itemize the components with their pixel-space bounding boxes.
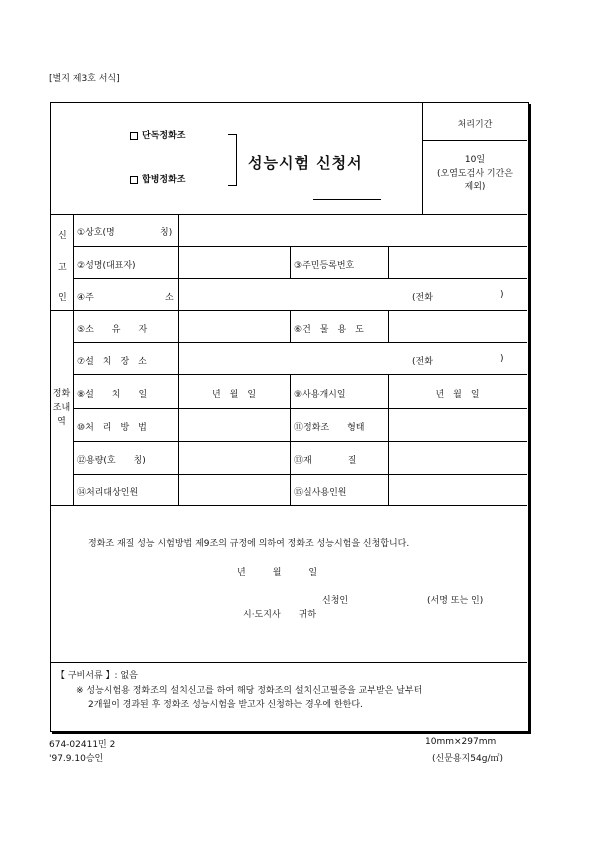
row-rule (73, 408, 527, 409)
resident-number-field[interactable] (390, 248, 525, 276)
section-rule (50, 505, 527, 506)
col-rule (388, 246, 389, 278)
row-rule (73, 342, 527, 343)
period-divider (422, 140, 527, 141)
target-persons-label: ⑭처리대상인원 (77, 488, 139, 498)
facility-phone-close: ) (500, 354, 504, 364)
row-rule (73, 441, 527, 442)
applicant-section-label-1: 신 (58, 231, 67, 241)
building-use-field[interactable] (390, 312, 525, 340)
name-field[interactable] (180, 248, 288, 276)
form-number-label: [별지 제3호 서식] (49, 74, 120, 84)
name-label: ②성명(대표자) (77, 261, 136, 271)
tank-type-label: ⑪정화조 형태 (294, 423, 365, 433)
checkbox-icon[interactable] (130, 176, 138, 184)
documents-note-line1: ※ 성능시험용 정화조의 설치신고를 하여 해당 정화조의 설치신고필증을 교부받은 날부터 (76, 686, 423, 696)
processing-note-2: 제외) (464, 182, 486, 192)
applicant-phone-label: (전화 (412, 293, 433, 303)
footer-size: 10mm×297mm (425, 737, 497, 747)
section-rule (50, 310, 527, 311)
col-rule (178, 214, 179, 310)
footer-paper: (신문용지54g/㎡) (432, 754, 503, 764)
owner-label: ⑤소 유 자 (77, 325, 148, 335)
signature-label[interactable]: (서명 또는 인) (427, 596, 484, 606)
actual-users-field[interactable] (390, 476, 525, 503)
row-rule (73, 374, 527, 375)
processing-period-value: 10일 (464, 155, 486, 165)
section-column-divider (73, 214, 74, 505)
applicant-section-label-2: 고 (58, 263, 67, 273)
statement-text: 정화조 재질 성능 시험방법 제9조의 규정에 의하여 정화조 성능시험을 신청합니다. (88, 539, 410, 549)
use-start-value[interactable]: 년 월 일 (435, 390, 480, 400)
address-field[interactable] (180, 280, 400, 308)
applicant-phone-close: ) (500, 290, 504, 300)
col-rule (388, 374, 389, 505)
company-name-field[interactable] (180, 216, 525, 244)
company-name-label-tail: 칭) (160, 228, 173, 238)
capacity-label: ⑫용량(호 칭) (77, 456, 146, 466)
actual-users-label: ⑮실사용인원 (294, 488, 347, 498)
col-rule (290, 246, 291, 278)
address-label-tail: 소 (165, 293, 174, 303)
treatment-method-label: ⑩처 리 방 법 (77, 423, 147, 433)
col-rule (290, 374, 291, 505)
footer-approval: '97.9.10승인 (49, 754, 104, 764)
col-rule (290, 310, 291, 342)
owner-field[interactable] (180, 312, 288, 340)
checkbox-icon[interactable] (130, 132, 138, 140)
address-label: ④주 (77, 293, 94, 303)
form-title: 성능시험 신청서 (248, 154, 363, 172)
applicant-sign-label: 신청인 (322, 596, 349, 606)
company-name-label: ①상호(명 (77, 228, 115, 238)
facility-phone-label: (전화 (412, 357, 433, 367)
row-rule (73, 246, 527, 247)
applicant-section-label-3: 인 (58, 293, 67, 303)
statement-date[interactable]: 년 월 일 (237, 568, 318, 578)
tank-type-field[interactable] (390, 410, 525, 439)
bracket-shape (228, 134, 237, 186)
row-rule (73, 278, 527, 279)
documents-rule (50, 662, 527, 663)
col-rule (388, 310, 389, 342)
facility-section-label-1: 정화 (52, 389, 71, 399)
material-field[interactable] (390, 443, 525, 472)
use-start-label: ⑨사용개시일 (294, 390, 346, 400)
documents-heading: 【 구비서류 】: 없음 (56, 671, 138, 681)
treatment-method-field[interactable] (180, 410, 288, 439)
install-location-label: ⑦설 치 장 소 (77, 357, 147, 367)
col-rule (178, 310, 179, 505)
footer-code: 674-02411민 2 (49, 740, 116, 750)
install-date-label: ⑧설 치 일 (77, 390, 148, 400)
processing-period-label: 처리기간 (457, 120, 493, 130)
option-single[interactable]: 단독정화조 (130, 128, 185, 141)
option-combined[interactable]: 합병정화조 (130, 172, 185, 185)
building-use-label: ⑥건 물 용 도 (294, 325, 364, 335)
documents-note-line2: 2개월이 경과된 후 정화조 성능시험을 받고자 신청하는 경우에 한한다. (88, 700, 363, 710)
row-rule (73, 474, 527, 475)
processing-note-1: (오염도검사 기간은 (437, 169, 513, 179)
resident-number-label: ③주민등록번호 (294, 261, 355, 271)
header-bottom-rule (50, 214, 527, 215)
install-location-field[interactable] (180, 344, 400, 372)
install-date-value[interactable]: 년 월 일 (211, 390, 257, 400)
capacity-field[interactable] (180, 443, 288, 472)
facility-section-label-3: 역 (57, 417, 66, 427)
title-underline (313, 199, 381, 200)
recipient-label: 시·도지사 귀하 (243, 610, 317, 620)
target-persons-field[interactable] (180, 476, 288, 503)
material-label: ⑬재 질 (294, 456, 357, 466)
facility-section-label-2: 조내 (52, 403, 71, 413)
